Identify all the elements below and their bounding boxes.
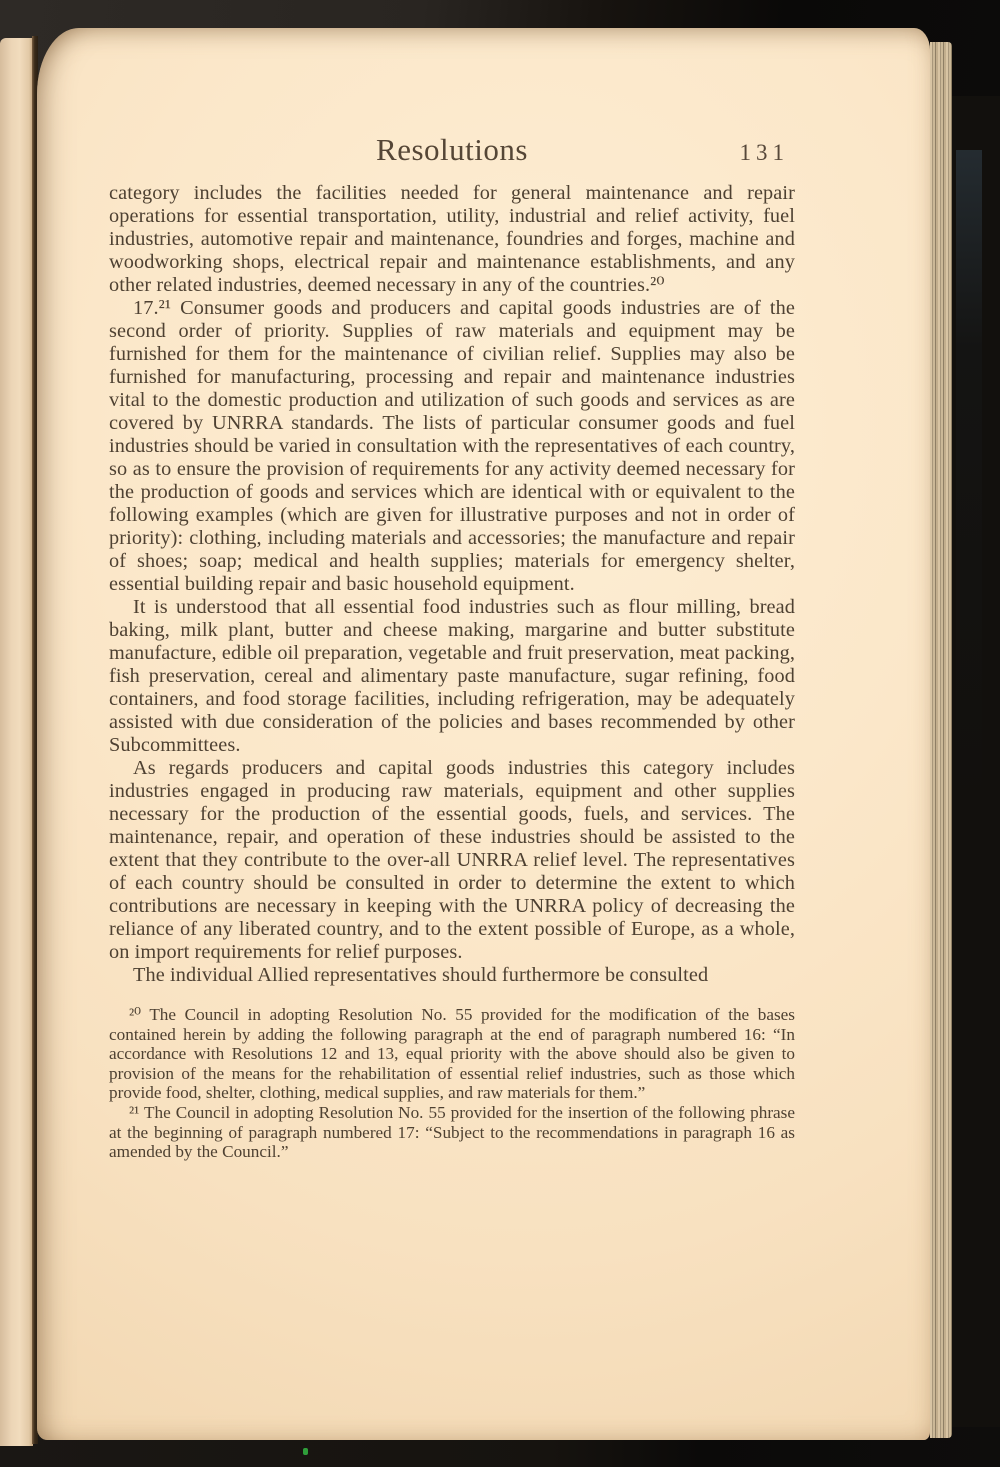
body-paragraph: 17.²¹ Consumer goods and producers and capital goods industries are of the second order of priority. Supplies of raw materials and equipment may be furnished for them for the maintenance of civilian relief. Supplies may also be furnished for manufacturing, processing and repair and maintenance industries vital to the domestic production and utilization of such goods and services as are covered by UNRRA standards. The lists of particular consumer goods and fuel industries should be varied in consultation with the representatives of each country, so as to ensure the provision of requirements for any activity deemed necessary for the production of goods and services which are identical with or equivalent to the following examples (which are given for illustrative purposes and not in order of priority): clothing, including materials and accessories; the manufacture and repair of shoes; soap; medical and health supplies; materials for emergency shelter, essential building repair and basic household equipment. [109, 297, 795, 595]
page-number: 131 [739, 140, 789, 165]
scan-artifact-speck [303, 1448, 308, 1455]
body-text [109, 182, 795, 987]
page-text-block [109, 132, 795, 1162]
body-paragraph: The individual Allied representatives should furthermore be consulted [133, 964, 709, 986]
body-paragraph: It is understood that all essential food industries such as flour milling, bread baking, milk plant, butter and cheese making, margarine and butter substitute manufacture, edible oil preparation, vegetable and fruit preservation, meat packing, fish preservation, cereal and alimentary paste manufacture, sugar refining, food containers, and food storage facilities, including refrigeration, may be adequately assisted with due consideration of the policies and bases recommended by other Subcommittees. [109, 596, 795, 756]
footnotes-section [109, 1005, 795, 1162]
running-head-title: Resolutions [376, 132, 528, 167]
book-page [37, 28, 930, 1440]
page-edge-stack [930, 42, 952, 1438]
cover-edge-highlight [956, 150, 982, 1250]
page-header [109, 132, 795, 172]
footnote: ²¹ The Council in adopting Resolution No. 55 provided for the insertion of the following phrase at the beginning of paragraph numbered 17: “Subject to the recommendations in paragraph 16 as amended by the Council.” [109, 1102, 795, 1162]
body-paragraph: category includes the facilities needed for general maintenance and repair operations for essential transportation, utility, industrial and relief activity, fuel industries, automotive repair and maintenance, foundries and forges, machine and woodworking shops, electrical repair and maintenance establishments, and any other related industries, deemed necessary in any of the countries.²⁰ [109, 182, 795, 296]
body-paragraph: As regards producers and capital goods industries this category includes industries engaged in producing raw materials, equipment and other supplies necessary for the production of the essential goods, fuels, and services. The maintenance, repair, and operation of these industries should be assisted to the extent that they contribute to the over-all UNRRA relief level. The representatives of each country should be consulted in order to determine the extent to which contributions are necessary in keeping with the UNRRA policy of decreasing the reliance of any liberated country, and to the extent possible of Europe, as a whole, on import requirements for relief purposes. [109, 757, 795, 963]
footnote: ²⁰ The Council in adopting Resolution No. 55 provided for the modification of the bases contained herein by adding the following paragraph at the end of paragraph numbered 16: “In accordance with Resolutions 12 and 13, equal priority with the above should also be given to provision of the means for the rehabilitation of essential relief industries, such as those which provide food, shelter, clothing, medical supplies, and raw materials for them.” [109, 1005, 795, 1103]
facing-page-edge [0, 38, 33, 1446]
